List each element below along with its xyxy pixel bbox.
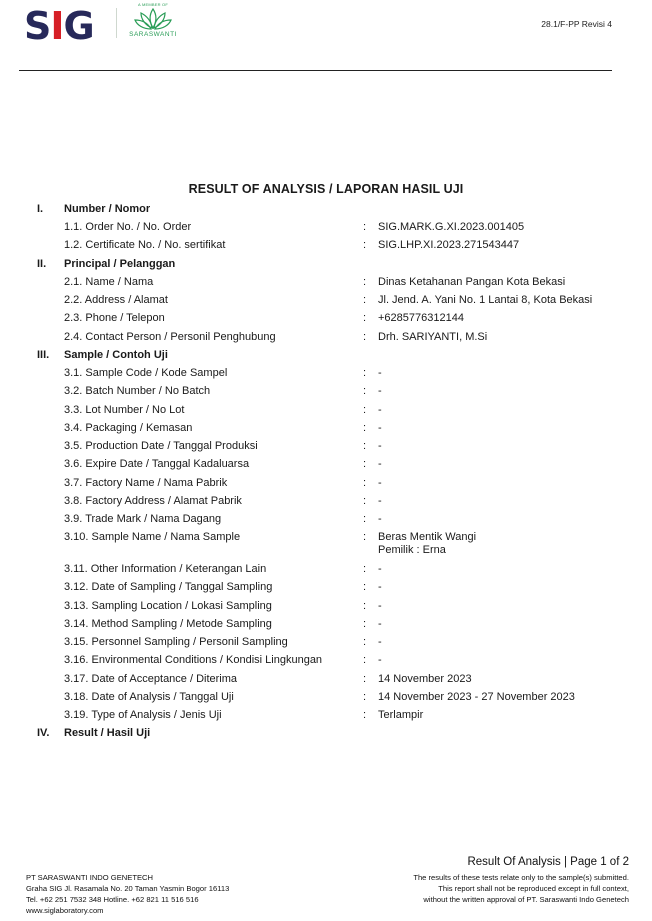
field-value-line: - xyxy=(378,404,382,416)
company-phone: Tel. +62 251 7532 348 Hotline. +62 821 11 516 516 xyxy=(26,895,199,904)
saraswanti-tagline: A MEMBER OF xyxy=(138,2,168,7)
field-value xyxy=(378,276,565,289)
field-label: 3.7. Factory Name / Nama Pabrik xyxy=(64,477,228,489)
saraswanti-logo xyxy=(124,2,182,38)
field-value xyxy=(378,636,382,649)
colon-separator: : xyxy=(363,531,367,543)
field-label: 3.10. Sample Name / Nama Sample xyxy=(64,531,241,543)
field-value-line: Pemilik : Erna xyxy=(378,544,446,556)
field-value-line: Drh. SARIYANTI, M.Si xyxy=(378,331,488,343)
section-title: Sample / Contoh Uji xyxy=(64,349,168,361)
field-value-line: - xyxy=(378,385,382,397)
field-label: 3.11. Other Information / Keterangan Lain xyxy=(64,563,267,575)
field-value xyxy=(378,600,382,613)
field-value xyxy=(378,618,382,631)
field-label: 3.17. Date of Acceptance / Diterima xyxy=(64,673,238,685)
section-number: III. xyxy=(37,349,50,361)
field-value-line: Jl. Jend. A. Yani No. 1 Lantai 8, Kota Bekasi xyxy=(378,294,593,306)
colon-separator: : xyxy=(363,495,367,507)
colon-separator: : xyxy=(363,312,367,324)
colon-separator: : xyxy=(363,440,367,452)
disclaimer-line: This report shall not be reproduced except in full context, xyxy=(438,884,629,893)
field-value-line: Beras Mentik Wangi xyxy=(378,531,477,543)
field-value xyxy=(378,654,382,667)
field-value-line: +6285776312144 xyxy=(378,312,464,324)
field-value-line: - xyxy=(378,458,382,470)
field-value xyxy=(378,563,382,576)
field-value-line: SIG.LHP.XI.2023.271543447 xyxy=(378,239,520,251)
field-value-line: Terlampir xyxy=(378,709,424,721)
colon-separator: : xyxy=(363,600,367,612)
field-value xyxy=(378,367,382,380)
field-label: 3.13. Sampling Location / Lokasi Sampling xyxy=(64,600,272,612)
field-value-line: 14 November 2023 - 27 November 2023 xyxy=(378,691,575,703)
colon-separator: : xyxy=(363,331,367,343)
section-number: IV. xyxy=(37,727,50,739)
field-value-line: - xyxy=(378,367,382,379)
field-value-line: - xyxy=(378,618,382,630)
colon-separator: : xyxy=(363,513,367,525)
company-name: PT SARASWANTI INDO GENETECH xyxy=(26,873,153,882)
colon-separator: : xyxy=(363,404,367,416)
company-address: Graha SIG Jl. Rasamala No. 20 Taman Yasmin Bogor 16113 xyxy=(26,884,230,893)
field-label: 3.6. Expire Date / Tanggal Kadaluarsa xyxy=(64,458,250,470)
colon-separator: : xyxy=(363,385,367,397)
field-value xyxy=(378,312,464,325)
field-value-line: - xyxy=(378,654,382,666)
footer-notes xyxy=(413,854,629,905)
field-value xyxy=(378,404,382,417)
page-indicator: Result Of Analysis | Page 1 of 2 xyxy=(467,856,629,868)
field-value xyxy=(378,294,592,307)
colon-separator: : xyxy=(363,673,367,685)
field-value-line: SIG.MARK.G.XI.2023.001405 xyxy=(378,221,525,233)
colon-separator: : xyxy=(363,709,367,721)
field-label: 2.1. Name / Nama xyxy=(64,276,154,288)
field-value xyxy=(378,513,382,526)
field-label: 3.16. Environmental Conditions / Kondisi Lingkungan xyxy=(64,654,323,666)
logo-divider xyxy=(116,8,117,38)
field-value xyxy=(378,673,472,686)
field-value-line: - xyxy=(378,422,382,434)
disclaimer-line: without the written approval of PT. Saraswanti Indo Genetech xyxy=(423,895,629,904)
lotus-icon xyxy=(134,8,172,30)
colon-separator: : xyxy=(363,294,367,306)
field-value xyxy=(378,477,382,490)
field-value xyxy=(378,458,382,471)
document-code: 28.1/F-PP Revisi 4 xyxy=(541,19,612,29)
section-number: I. xyxy=(37,203,44,215)
field-value xyxy=(378,581,382,594)
field-value xyxy=(378,495,382,508)
section-title: Result / Hasil Uji xyxy=(64,727,151,739)
field-label: 1.1. Order No. / No. Order xyxy=(64,221,192,233)
field-label: 3.1. Sample Code / Kode Sampel xyxy=(64,367,228,379)
field-label: 3.12. Date of Sampling / Tanggal Sampling xyxy=(64,581,273,593)
field-value xyxy=(378,239,519,252)
field-label: 3.5. Production Date / Tanggal Produksi xyxy=(64,440,258,452)
disclaimer-line: The results of these tests relate only to the sample(s) submitted. xyxy=(413,873,629,882)
field-label: 3.19. Type of Analysis / Jenis Uji xyxy=(64,709,222,721)
saraswanti-name: SARASWANTI xyxy=(129,31,177,38)
colon-separator: : xyxy=(363,581,367,593)
field-value xyxy=(378,422,382,435)
field-value xyxy=(378,440,382,453)
colon-separator: : xyxy=(363,458,367,470)
section-number: II. xyxy=(37,258,47,270)
field-label: 2.3. Phone / Telepon xyxy=(64,312,165,324)
field-value-line: - xyxy=(378,440,382,452)
colon-separator: : xyxy=(363,636,367,648)
company-website: www.siglaboratory.com xyxy=(26,906,104,915)
field-value-line: - xyxy=(378,495,382,507)
colon-separator: : xyxy=(363,422,367,434)
colon-separator: : xyxy=(363,367,367,379)
field-value-line: Dinas Ketahanan Pangan Kota Bekasi xyxy=(378,276,566,288)
field-value xyxy=(378,385,382,398)
field-label: 3.14. Method Sampling / Metode Sampling xyxy=(64,618,272,630)
company-info xyxy=(26,872,229,916)
sig-logo: SIG xyxy=(24,4,94,48)
field-label: 2.4. Contact Person / Personil Penghubung xyxy=(64,331,276,343)
field-label: 3.2. Batch Number / No Batch xyxy=(64,385,211,397)
colon-separator: : xyxy=(363,477,367,489)
field-value xyxy=(378,221,524,234)
field-value xyxy=(378,331,487,344)
field-label: 2.2. Address / Alamat xyxy=(64,294,168,306)
field-value-line: - xyxy=(378,636,382,648)
field-value xyxy=(378,691,575,704)
header-rule xyxy=(19,70,612,71)
field-label: 1.2. Certificate No. / No. sertifikat xyxy=(64,239,226,251)
colon-separator: : xyxy=(363,654,367,666)
field-value xyxy=(378,709,423,722)
field-label: 3.9. Trade Mark / Nama Dagang xyxy=(64,513,222,525)
field-label: 3.3. Lot Number / No Lot xyxy=(64,404,185,416)
field-label: 3.15. Personnel Sampling / Personil Sampling xyxy=(64,636,288,648)
field-label: 3.8. Factory Address / Alamat Pabrik xyxy=(64,495,242,507)
field-value-line: - xyxy=(378,513,382,525)
colon-separator: : xyxy=(363,691,367,703)
colon-separator: : xyxy=(363,221,367,233)
field-value-line: - xyxy=(378,600,382,612)
colon-separator: : xyxy=(363,618,367,630)
field-label: 3.4. Packaging / Kemasan xyxy=(64,422,193,434)
field-value-line: - xyxy=(378,563,382,575)
section-title: Number / Nomor xyxy=(64,203,151,215)
field-value-line: 14 November 2023 xyxy=(378,673,472,685)
field-value-line: - xyxy=(378,477,382,489)
report-title: RESULT OF ANALYSIS / LAPORAN HASIL UJI xyxy=(188,182,464,196)
field-value xyxy=(378,531,476,557)
colon-separator: : xyxy=(363,276,367,288)
field-value-line: - xyxy=(378,581,382,593)
colon-separator: : xyxy=(363,563,367,575)
section-title: Principal / Pelanggan xyxy=(64,258,176,270)
colon-separator: : xyxy=(363,239,367,251)
field-label: 3.18. Date of Analysis / Tanggal Uji xyxy=(64,691,234,703)
